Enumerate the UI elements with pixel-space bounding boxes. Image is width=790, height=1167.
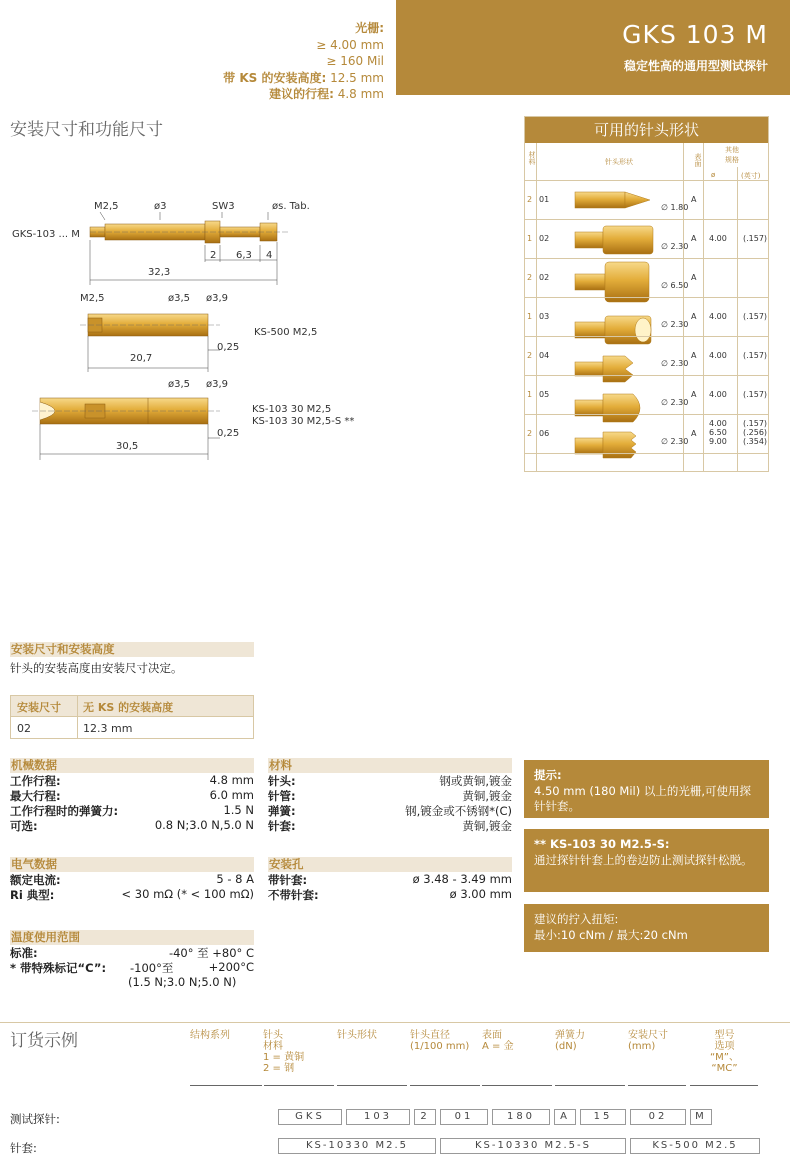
code-material: 2 [414,1109,436,1125]
ks103-0-25: 0,25 [217,428,240,439]
tip-surface: A [691,351,697,360]
ks500-d35: ø3,5 [168,293,191,304]
tip-row [525,337,768,376]
mech-r3-label: 工作行程时的弹簧力: [10,804,119,818]
tip-surface: A [691,195,697,204]
dim-os-tab: øs. Tab. [272,201,310,212]
col-inch: (英寸) [741,172,761,180]
ks500-d39: ø3,9 [206,293,229,304]
tip-diameter: ∅ 2.30 [661,398,689,407]
dim-sw3: SW3 [212,201,235,212]
elec-r1-value: 5 - 8 A [216,872,254,886]
tip-inch: (.157) [743,234,768,243]
code-sleeve-1: KS-10330 M2.5 [278,1138,436,1154]
mech-r3-value: 1.5 N [223,803,254,817]
grid-mm: ≥ 4.00 mm [316,37,384,52]
tip-material: 1 [527,390,533,399]
code-type: 103 [346,1109,410,1125]
temp-r2-value-a: -100°至 [130,961,174,975]
mech-r2-value: 6.0 mm [209,788,254,802]
stroke-value: 4.8 mm [337,87,384,101]
tip-row [525,415,768,454]
mount-col1: 安装尺寸 [17,701,61,714]
material-r2-value: 黄铜,镀金 [462,789,512,803]
ks500-sleeve-drawing [80,314,220,336]
dim-32-3: 32,3 [148,267,171,278]
ks500-20-7: 20,7 [130,353,153,364]
section-title: 安装尺寸和功能尺寸 [10,120,163,140]
code-series: GKS [278,1109,342,1125]
order-h4: 针头直径 (1/100 mm) [410,1030,470,1052]
tip-row [525,376,768,415]
mount-section-title: 安装尺寸和安装高度 [10,642,254,657]
tip-surface: A [691,312,697,321]
col-other: 其他 规格 [725,146,739,164]
elec-title: 电气数据 [10,857,254,872]
order-row1-label: 测试探针: [10,1112,60,1126]
note-ks103-body: 通过探针针套上的卷边防止测试探针松脱。 [534,852,753,867]
ks103-d35: ø3,5 [168,379,191,390]
tip-code: 02 [539,273,550,282]
tip-inch: (.157) [743,351,768,360]
note-hint [524,760,769,818]
tip-surface: A [691,273,697,282]
temp-r1-label: 标准: [10,946,38,960]
mech-r1-label: 工作行程: [10,774,61,788]
code-surface: A [554,1109,576,1125]
temp-r1-value: -40° 至 +80° C [168,946,254,960]
order-h6: 弹簧力 (dN) [555,1030,585,1052]
tip-material: 1 [527,312,533,321]
temp-r3: (1.5 N;3.0 N;5.0 N) [128,975,237,989]
tip-row [525,220,768,259]
tip-diameter: ∅ 2.30 [661,359,689,368]
tip-shape-table [524,116,769,472]
code-sleeve-2: KS-10330 M2.5-S [440,1138,626,1154]
tip-material: 1 [527,234,533,243]
ks103-d39: ø3,9 [206,379,229,390]
order-h7: 安装尺寸 (mm) [628,1030,668,1052]
tip-other: 4.00 [709,351,727,360]
order-h1: 结构系列 [190,1030,230,1041]
tip-diameter: ∅ 2.30 [661,320,689,329]
tip-material: 2 [527,351,533,360]
ks103-30-5: 30,5 [116,441,139,452]
hole-r2-value: ø 3.00 mm [449,887,512,901]
tip-row [525,298,768,337]
order-row2-label: 针套: [10,1141,37,1155]
hole-title: 安装孔 [268,857,512,872]
tip-table-title: 可用的针头形状 [525,117,768,143]
code-option: M [690,1109,712,1125]
code-sleeve-3: KS-500 M2.5 [630,1138,760,1154]
note-torque [524,904,769,952]
dim-2: 2 [210,250,217,261]
mount-v2: 12.3 mm [83,722,133,735]
tip-code: 01 [539,195,550,204]
material-r3-label: 弹簧: [268,804,296,818]
mech-title: 机械数据 [10,758,254,773]
tip-material: 2 [527,273,533,282]
note-ks103-title: ** KS-103 30 M2.5-S: [534,837,670,851]
tip-code: 05 [539,390,550,399]
col-shape: 针头形状 [605,158,633,166]
code-spring: 15 [580,1109,626,1125]
tip-surface: A [691,234,697,243]
note-ks103 [524,829,769,892]
order-h8: 型号 选项 “M”、 “MC” [710,1030,739,1074]
hole-r1-value: ø 3.48 - 3.49 mm [412,872,512,886]
material-r3-value: 钢,镀金或不锈钢*(C) [405,804,512,818]
tip-other: 4.00 [709,390,727,399]
material-r1-label: 针头: [268,774,296,788]
order-h5: 表面 A = 金 [482,1030,514,1052]
tip-row [525,259,768,298]
note-torque-title: 建议的拧入扭矩: [534,912,619,926]
tip-surface: A [691,429,697,438]
ks500-label: KS-500 M2,5 [254,327,318,338]
material-title: 材料 [268,758,512,773]
tip-diameter: ∅ 2.30 [661,242,689,251]
tip-diameter: ∅ 1.80 [661,203,689,212]
material-r4-label: 针套: [268,819,296,833]
stroke-label: 建议的行程: [269,87,334,101]
tip-inch: (.157) [743,390,768,399]
tip-inch: (.157) [743,312,768,321]
ks-value: 12.5 mm [330,70,384,85]
material-r4-value: 黄铜,镀金 [462,819,512,833]
tip-other: 4.00 6.50 9.00 [709,419,727,446]
hole-r1-label: 带针套: [268,873,308,887]
elec-r1-label: 额定电流: [10,873,61,887]
code-diameter: 180 [492,1109,550,1125]
mount-v1: 02 [17,722,31,735]
elec-r2-value: < 30 mΩ (* < 100 mΩ) [121,887,254,901]
ks103-label-2: KS-103 30 M2,5-S ** [252,416,355,427]
order-h2: 针头 材料 1 = 黄铜 2 = 钢 [263,1030,305,1074]
tip-code: 03 [539,312,550,321]
tip-diameter: ∅ 6.50 [661,281,689,290]
note-hint-body: 4.50 mm (180 Mil) 以上的光栅,可使用探针针套。 [534,783,752,813]
material-r1-value: 钢或黄铜,镀金 [439,774,512,788]
ks500-0-25: 0,25 [217,342,240,353]
grid-label: 光栅: [355,21,384,35]
tip-inch: (.157) (.256) (.354) [743,419,768,446]
temp-title: 温度使用范围 [10,930,254,945]
product-subtitle: 稳定性高的通用型测试探针 [623,59,768,73]
tip-material: 2 [527,195,533,204]
material-r2-label: 针管: [268,789,296,803]
tip-diameter: ∅ 2.30 [661,437,689,446]
dim-4: 4 [266,250,273,261]
mech-r2-label: 最大行程: [10,789,61,803]
code-mount: 02 [630,1109,686,1125]
tip-code: 04 [539,351,550,360]
product-title: GKS 103 M [622,20,768,49]
dim-d3: ø3 [154,201,167,212]
tip-other: 4.00 [709,234,727,243]
grid-mil: ≥ 160 Mil [326,54,384,68]
temp-r2-label: * 带特殊标记“C”: [10,961,107,975]
col-material: 材料 [528,151,536,165]
dim-m25: M2,5 [94,201,119,212]
col-dia: ø [711,171,716,179]
title-box [396,0,790,95]
order-title: 订货示例 [10,1031,78,1051]
dim-6-3: 6,3 [236,250,252,261]
probe-label: GKS-103 ... M [12,229,80,240]
tip-row [525,181,768,220]
temp-r2-value-b: +200°C [208,960,254,974]
mount-col2: 无 KS 的安装高度 [83,701,174,714]
mech-r4-label: 可选: [10,819,38,833]
ks103-label-1: KS-103 30 M2,5 [252,404,332,415]
tip-surface: A [691,390,697,399]
order-h3: 针头形状 [337,1030,377,1041]
mech-r1-value: 4.8 mm [209,773,254,787]
col-surface: 表面 [694,153,702,167]
code-shape: 01 [440,1109,488,1125]
tip-material: 2 [527,429,533,438]
ks-label: 带 KS 的安装高度: [223,70,327,85]
mount-table [10,695,254,739]
spec-header [200,20,384,103]
hole-r2-label: 不带针套: [268,888,319,902]
elec-r2-label: Ri 典型: [10,888,55,902]
ks500-m25: M2,5 [80,293,105,304]
mech-r4-value: 0.8 N;3.0 N,5.0 N [154,818,254,832]
tip-code: 02 [539,234,550,243]
tip-code: 06 [539,429,550,438]
mount-desc: 针头的安装高度由安装尺寸决定。 [10,661,183,675]
note-torque-body: 最小:10 cNm / 最大:20 cNm [534,927,688,942]
ks103-sleeve-drawing [32,398,220,424]
gks-probe-drawing [90,221,290,243]
note-hint-title: 提示: [534,768,562,782]
tip-other: 4.00 [709,312,727,321]
